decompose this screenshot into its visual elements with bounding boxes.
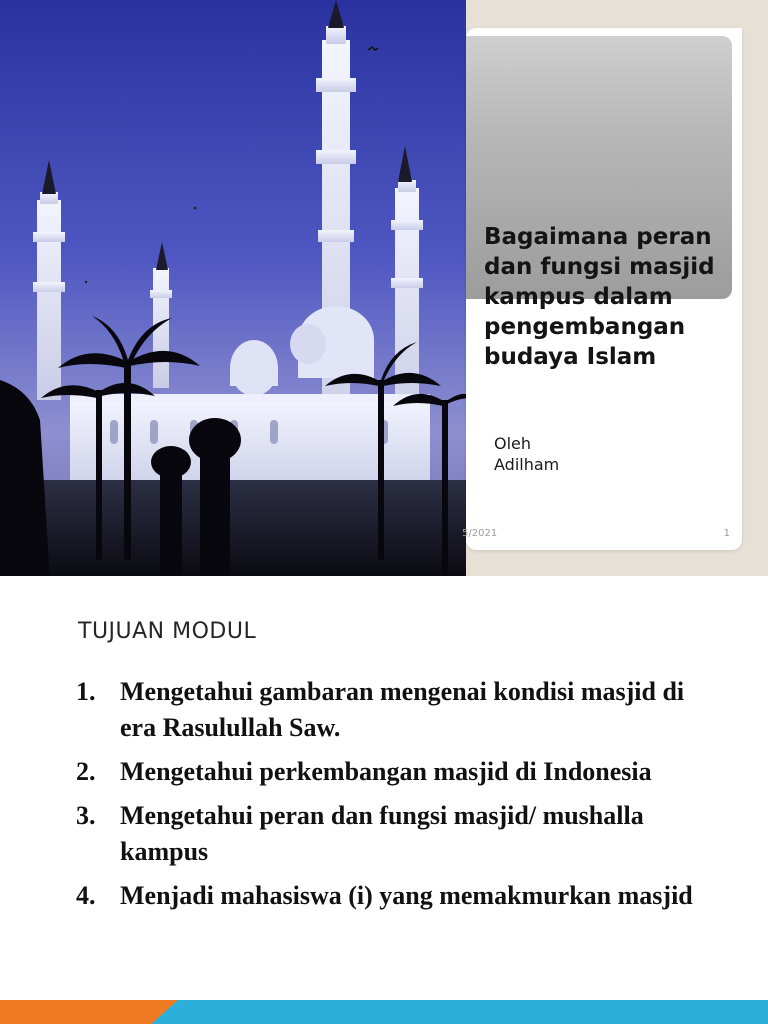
- author-line-1: Oleh: [494, 434, 532, 453]
- list-item: [76, 878, 716, 914]
- section-title: TUJUAN MODUL: [78, 619, 257, 644]
- objectives-slide: [0, 576, 768, 1024]
- author-line-2: Adilham: [494, 455, 560, 474]
- slide-title: Bagaimana peran dan fungsi masjid kampus dalam pengembangan budaya Islam: [484, 224, 715, 370]
- title-card: [462, 28, 742, 550]
- list-item: [76, 798, 716, 870]
- goals-list: [76, 674, 716, 922]
- slide-number: 1: [723, 528, 730, 539]
- list-text: Menjadi mahasiswa (i) yang memakmurkan masjid: [120, 881, 693, 910]
- list-number: 4.: [76, 881, 96, 910]
- list-number: 1.: [76, 677, 96, 706]
- list-text: Mengetahui peran dan fungsi masjid/ mushalla kampus: [120, 801, 644, 866]
- list-text: Mengetahui gambaran mengenai kondisi masjid di era Rasulullah Saw.: [120, 677, 685, 742]
- list-item: [76, 674, 716, 746]
- list-number: 2.: [76, 757, 96, 786]
- mosque-photo: [0, 0, 466, 576]
- list-number: 3.: [76, 801, 96, 830]
- list-item: [76, 754, 716, 790]
- footer-date: 5/2021: [462, 528, 498, 539]
- author-block: [494, 433, 559, 475]
- list-text: Mengetahui perkembangan masjid di Indonesia: [120, 757, 652, 786]
- bottom-orange-accent: [0, 1000, 178, 1024]
